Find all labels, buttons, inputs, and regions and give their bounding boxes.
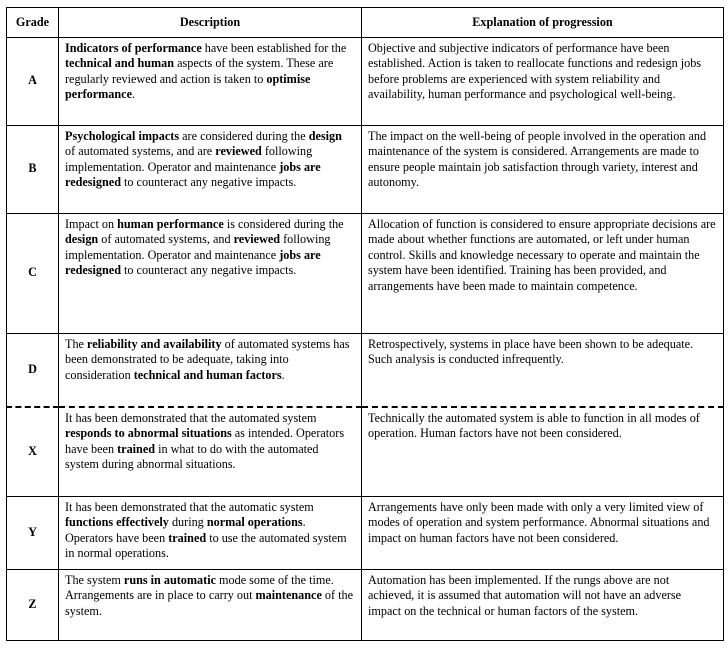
description-text: of automated systems has been demonstrated to be adequate, taking into consideration xyxy=(65,336,350,382)
explanation-cell: Allocation of function is considered to ensure appropriate decisions are made about whether functions are automated, or left under human control. Skills and knowledge necessary to operate and maintain the system have been identified. Training has been provided, and arrangements have been made to maintain competence. xyxy=(362,213,724,333)
description-cell xyxy=(59,213,362,333)
description-text: mode some of the time. Arrangements are in place to carry out xyxy=(65,572,334,602)
explanation-cell: The impact on the well-being of people involved in the operation and maintenance of the system is considered. Arrangements are made to ensure people maintain job satisfaction through variety, interest and autonomy. xyxy=(362,125,724,213)
description-text: have been established for the xyxy=(201,40,347,55)
emphasis-text: responds to abnormal situations xyxy=(65,426,232,440)
table-row xyxy=(7,407,724,497)
grade-cell: Z xyxy=(7,569,59,640)
emphasis-text: design xyxy=(308,128,342,143)
emphasis-text: reliability and availability xyxy=(87,336,222,351)
explanation-cell: Objective and subjective indicators of performance have been established. Action is taken to reallocate functions and redesign jobs before problems are experienced with system reliability and availability, human performance and psychological well-being. xyxy=(362,37,724,125)
grade-cell: Y xyxy=(7,496,59,569)
description-text: to use the automated system in normal operations. xyxy=(65,530,347,560)
description-cell xyxy=(59,37,362,125)
emphasis-text: normal operations xyxy=(206,515,303,529)
emphasis-text: runs in automatic xyxy=(123,572,216,587)
emphasis-text: Indicators of performance xyxy=(65,40,202,55)
table-row xyxy=(7,333,724,407)
table-header-row xyxy=(7,8,724,38)
description-cell xyxy=(59,569,362,640)
description-text: aspects of the system. These are regularly reviewed and action is taken to xyxy=(65,56,334,86)
description-text: of automated systems, and are xyxy=(65,144,216,158)
table-row xyxy=(7,569,724,640)
grading-table xyxy=(6,7,724,641)
description-cell xyxy=(59,407,362,497)
description-text: is considered during the xyxy=(223,216,344,231)
table-row xyxy=(7,496,724,569)
header-explanation: Explanation of progression xyxy=(362,8,724,38)
grade-cell: C xyxy=(7,213,59,333)
emphasis-text: reviewed xyxy=(215,144,262,158)
emphasis-text: jobs are redesigned xyxy=(65,247,321,277)
emphasis-text: Psychological impacts xyxy=(65,128,180,143)
description-text: . Operators have been xyxy=(65,515,306,545)
emphasis-text: trained xyxy=(117,441,156,456)
table-row xyxy=(7,213,724,333)
description-text: to counteract any negative impacts. xyxy=(120,175,297,189)
emphasis-text: technical and human factors xyxy=(133,367,282,382)
explanation-cell: Technically the automated system is able to function in all modes of operation. Human factors have not been considered. xyxy=(362,407,724,497)
header-description: Description xyxy=(59,8,362,38)
emphasis-text: optimise performance xyxy=(65,71,311,101)
description-cell xyxy=(59,125,362,213)
table-row xyxy=(7,125,724,213)
explanation-cell: Retrospectively, systems in place have been shown to be adequate. Such analysis is conducted infrequently. xyxy=(362,333,724,407)
emphasis-text: design xyxy=(65,232,99,246)
description-text: during xyxy=(168,515,207,529)
emphasis-text: human performance xyxy=(117,216,224,231)
emphasis-text: trained xyxy=(168,530,207,545)
description-text: in what to do with the automated system during abnormal situations. xyxy=(65,441,319,471)
emphasis-text: maintenance xyxy=(255,588,322,602)
description-text: to counteract any negative impacts. xyxy=(120,263,297,277)
table-body xyxy=(7,37,724,640)
grade-cell: X xyxy=(7,407,59,497)
description-cell xyxy=(59,333,362,407)
description-cell xyxy=(59,496,362,569)
description-text: following implementation. Operator and maintenance xyxy=(65,232,331,262)
description-text: It has been demonstrated that the automatic system xyxy=(65,499,314,514)
description-text: are considered during the xyxy=(179,128,309,143)
description-text: as intended. Operators have been xyxy=(65,426,345,456)
description-text: of automated systems, and xyxy=(98,232,234,246)
description-text: Impact on xyxy=(65,216,118,231)
emphasis-text: functions effectively xyxy=(65,515,169,529)
description-text: of the system. xyxy=(65,588,354,618)
header-grade: Grade xyxy=(7,8,59,38)
emphasis-text: technical and human xyxy=(65,56,175,70)
description-text: The xyxy=(65,336,87,351)
emphasis-text: jobs are redesigned xyxy=(65,159,321,189)
grade-cell: A xyxy=(7,37,59,125)
table-row xyxy=(7,37,724,125)
explanation-cell: Automation has been implemented. If the rungs above are not achieved, it is assumed that automation will not have an adverse impact on the technical or human factors of the system. xyxy=(362,569,724,640)
emphasis-text: reviewed xyxy=(233,232,281,246)
explanation-cell: Arrangements have only been made with only a very limited view of modes of operation and system performance. Abnormal situations and impact on human factors have not been considered. xyxy=(362,496,724,569)
description-text: following implementation. Operator and maintenance xyxy=(65,144,313,174)
description-text: The system xyxy=(65,572,124,587)
description-text: It has been demonstrated that the automated system xyxy=(65,410,317,425)
description-text: . xyxy=(132,87,136,101)
grade-cell: D xyxy=(7,333,59,407)
grade-cell: B xyxy=(7,125,59,213)
description-text: . xyxy=(281,367,285,382)
